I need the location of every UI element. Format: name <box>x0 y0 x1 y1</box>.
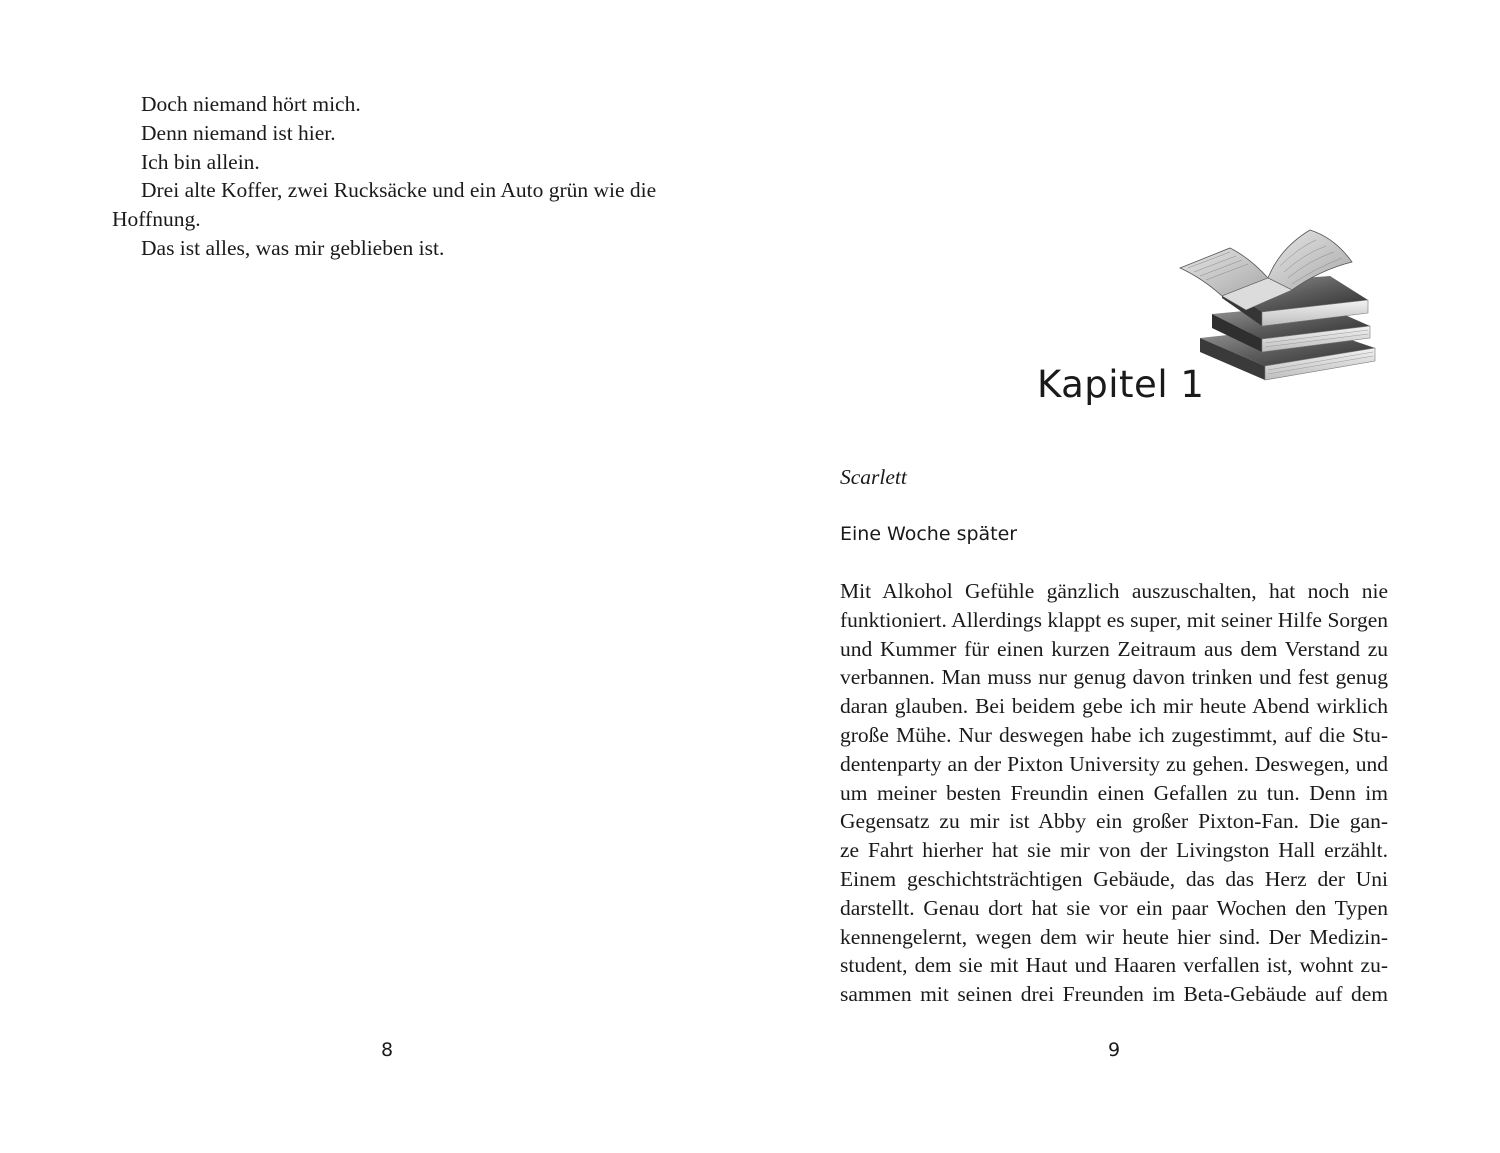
page-number: 8 <box>380 1039 394 1061</box>
chapter-body-text <box>840 577 1388 1009</box>
text-line: student, dem sie mit Haut und Haaren verfallen ist, wohnt zu- <box>840 953 1388 978</box>
page-number: 9 <box>1107 1039 1121 1061</box>
text-line: um meiner besten Freundin einen Gefallen zu tun. Denn im <box>840 780 1388 805</box>
text-line: dentenparty an der Pixton University zu gehen. Deswegen, und <box>840 751 1388 776</box>
text-line: große Mühe. Nur deswegen habe ich zugestimmt, auf die Stu- <box>840 722 1388 747</box>
chapter-title: Kapitel 1 <box>1037 363 1205 406</box>
text-line: Einem geschichtsträchtigen Gebäude, das das Herz der Uni <box>840 866 1388 891</box>
paragraph: Drei alte Koffer, zwei Rucksäcke und ein Auto grün wie die Hoffnung. <box>112 178 657 232</box>
paragraph: Doch niemand hört mich. <box>141 92 361 116</box>
text-line: funktioniert. Allerdings klappt es super, mit seiner Hilfe Sorgen <box>840 607 1388 632</box>
text-line: verbannen. Man muss nur genug davon trinken und fest genug <box>840 665 1388 690</box>
text-line: darstellt. Genau dort hat sie vor ein paar Wochen den Typen <box>840 895 1388 920</box>
paragraph: Denn niemand ist hier. <box>141 120 336 145</box>
text-line: sammen mit seinen drei Freunden im Beta-Gebäude auf dem <box>840 982 1388 1007</box>
text-line: kennengelernt, wegen dem wir heute hier sind. Der Medizin- <box>840 924 1388 949</box>
paragraph: Das ist alles, was mir geblieben ist. <box>141 235 445 260</box>
right-page <box>750 0 1500 1153</box>
text-line: und Kummer für einen kurzen Zeitraum aus dem Verstand zu <box>840 636 1388 661</box>
text-line: daran glauben. Bei beidem gebe ich mir heute Abend wirklich <box>840 694 1388 719</box>
paragraph: Ich bin allein. <box>141 149 260 174</box>
left-page-text <box>112 90 662 263</box>
time-note: Eine Woche später <box>840 523 1018 545</box>
text-line: Mit Alkohol Gefühle gänzlich auszuschalten, hat noch nie <box>840 579 1388 603</box>
narrator-name: Scarlett <box>840 465 907 489</box>
text-line: Gegensatz zu mir ist Abby ein großer Pixton-Fan. Die gan- <box>840 809 1388 834</box>
text-line: ze Fahrt hierher hat sie mir von der Livingston Hall erzählt. <box>840 838 1388 863</box>
